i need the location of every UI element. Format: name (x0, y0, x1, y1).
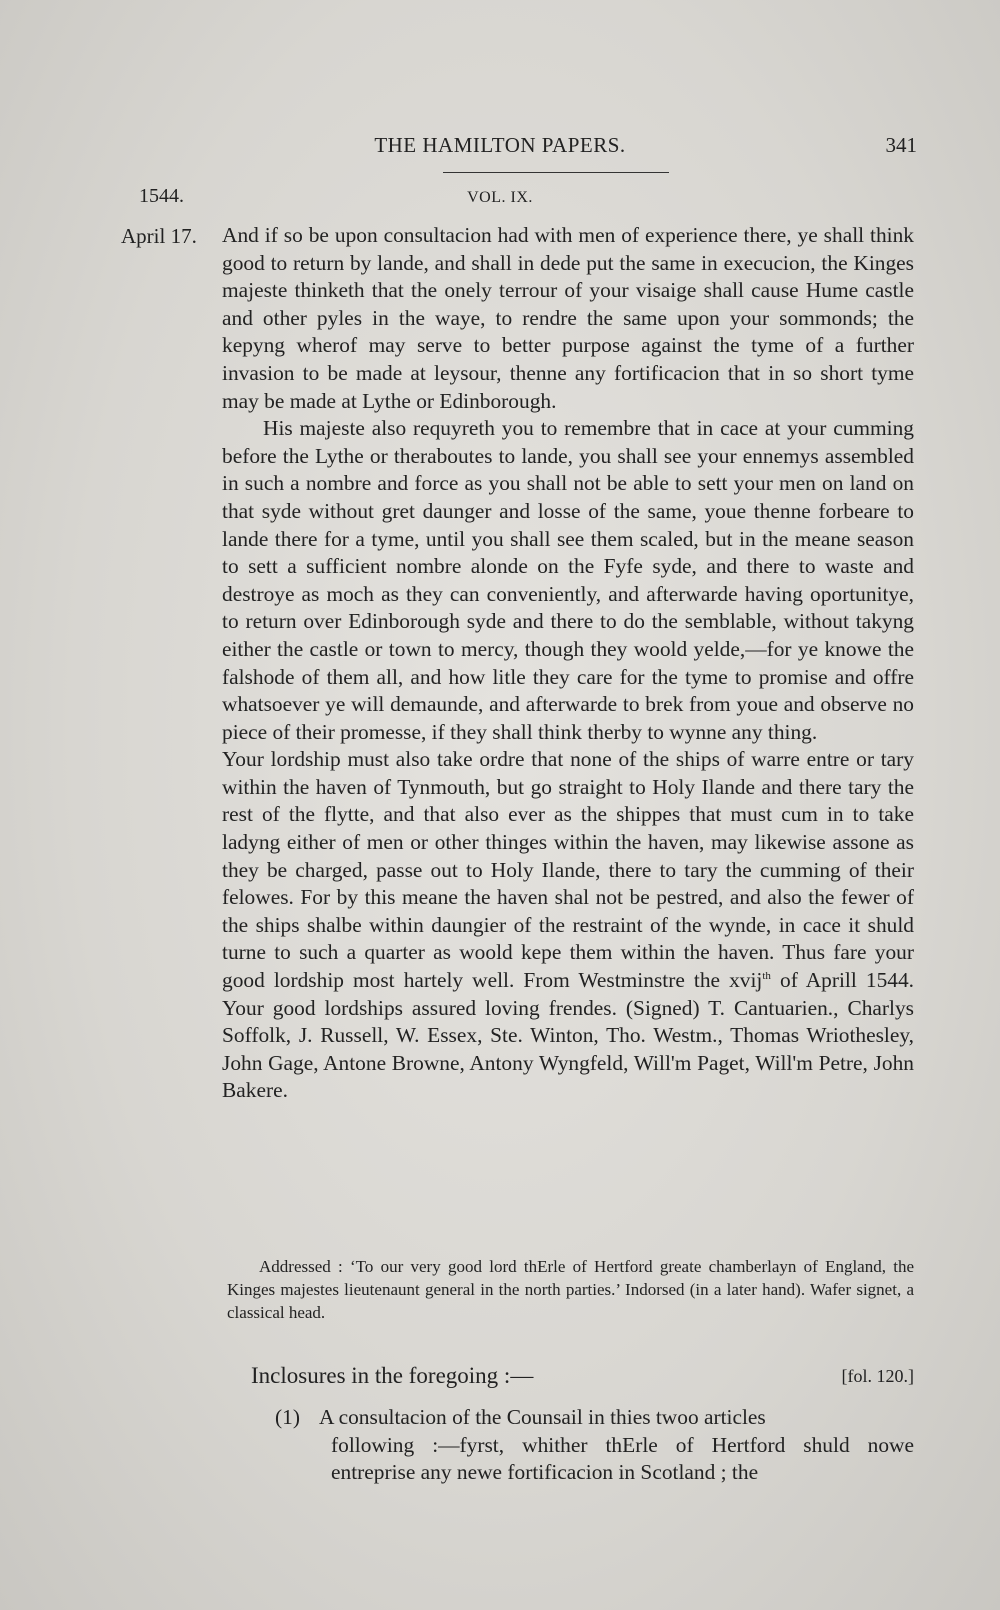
volume-label: VOL. IX. (467, 189, 533, 206)
year-label: 1544. (139, 185, 184, 207)
margin-date: April 17. (121, 224, 197, 248)
header-rule (443, 172, 669, 173)
letter-body (222, 222, 914, 1105)
folio-reference: [fol. 120.] (841, 1366, 914, 1386)
enclosures-heading: Inclosures in the foregoing :— (251, 1363, 534, 1388)
paragraph-3 (222, 746, 914, 1105)
ordinal-suffix: th (762, 969, 771, 982)
running-title: THE HAMILTON PAPERS. (374, 133, 626, 157)
paragraph-1: And if so be upon consultacion had with men of experience there, ye shall think good to return by lande, and shall in dede put the same in execucion, the Kinges majeste thinketh that the onely terrour of your visaige shall cause Hume castle and other pyles in the waye, to rendre the same upon your sommonds; the kepyng wherof may serve to better purpose against the tyme of a further invasion to be made at leysour, thenne any fortificacion that in so short tyme may be made at Lythe or Edinborough. (222, 223, 914, 413)
enclosure-item-number: (1) (275, 1405, 300, 1429)
enclosure-item-1 (275, 1404, 914, 1487)
paragraph-2: His majeste also requyreth you to remembre that in cace at your cumming before the Lythe or theraboutes to lande, you shall see your ennemys assembled in such a nombre and force as you shall not be able to sett your men on land on that syde without gret daunger and losse of the same, youe thenne forbeare to lande there for a tyme, until you shall see them scaled, but in the meane season to sett a sufficient nombre alonde on the Fyfe syde, and there to waste and destroye as moch as they can conveniently, and afterwarde having oportunitye, to return over Edinborough syde and there to do the semblable, without takyng either the castle or town to mercy, though they woold yelde,—for ye knowe the falshode of them all, and how litle they care for the tyme to promise and offre whatsoever ye will demaunde, and afterwarde to brek from youe and observe no piece of their promesse, if they shall think therby to wynne any thing. (222, 416, 914, 744)
enclosure-item-1-rest: following :—fyrst, whither thErle of Hertford shuld nowe entreprise any newe fortificacion in Scotland ; the (331, 1432, 914, 1485)
paragraph-3-end: of Aprill 1544. Your good lordships assured loving frendes. (Signed) T. Cantuarien., Charlys Soffolk, J. Russell, W. Essex, Ste. Winton, Tho. Westm., Thomas Wriothesley, John Gage, Antone Browne, Antony Wyngfeld, Will'm Paget, Will'm Petre, John Bakere. (222, 968, 914, 1103)
address-note: Addressed : ‘To our very good lord thErle of Hertford greate chamberlayn of England, the Kinges majestes lieutenaunt general in the north parties.’ Indorsed (in a later hand). Wafer signet, a classical head. (227, 1257, 914, 1322)
enclosure-item-1-first-line (275, 1404, 914, 1432)
enclosure-item-1-first: A consultacion of the Counsail in thies twoo articles (319, 1405, 766, 1429)
paragraph-3-text: Your lordship must also take ordre that none of the ships of warre entre or tary within the haven of Tynmouth, but go straight to Holy Ilande and there tary the rest of the flytte, and that also ever as the shippes that must cum in to take ladyng either of men or other thinges within the haven, may likewise assone as they be charged, passe out to Holy Ilande, there to tary the cumming of their felowes. For by this meane the haven shal not be pestred, and also the fewer of the ships shalbe within daungier of the restraint of the wynde, in cace it shuld turne to such a quarter as woold kepe them within the haven. Thus fare your good lordship most hartely well. From Westminstre the xvij (222, 747, 914, 993)
page-number: 341 (885, 133, 917, 157)
